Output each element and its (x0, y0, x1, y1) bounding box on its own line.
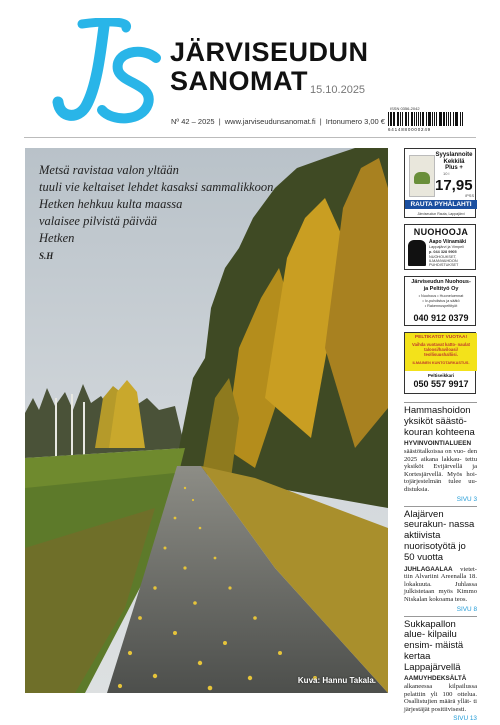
issue-price: Irtonumero 3,00 € (325, 117, 385, 126)
paper-name-line1: JÄRVISEUDUN (170, 37, 369, 67)
ad-phone: 040 912 0379 (413, 313, 469, 323)
separator: | (319, 117, 322, 126)
barcode-bars (388, 112, 464, 126)
news-page-ref[interactable]: SIVU 3 (456, 495, 477, 503)
barcode-bar (411, 112, 413, 126)
ad-line: • Iv-puhdistus ja säätö (422, 299, 460, 303)
news-page-ref[interactable]: SIVU 8 (456, 605, 477, 613)
ad-line: • Rakennuspeltityöt (424, 304, 458, 308)
ad-title: NUOHOOJA (413, 227, 469, 237)
barcode-bar (460, 112, 461, 126)
ad-headline: PELTIKATOT VUOTAA! (414, 335, 468, 340)
ad-column (404, 148, 476, 400)
cover-photo (25, 148, 388, 693)
paper-name-line2: SANOMAT (170, 66, 308, 96)
ad-chimney-sweep[interactable] (404, 224, 476, 270)
barcode-bar (428, 112, 429, 126)
news-item[interactable] (404, 616, 477, 723)
ad-name: Aapo Viinamäki (429, 239, 467, 245)
barcode-bar (446, 112, 447, 126)
chimney-sweep-icon (408, 240, 426, 266)
barcode-bar (416, 112, 417, 126)
news-summary: JUHLAGAALAA vietet- tiin Alvariini Areenalla 18. lokakuuta. Juhlassa julkistetaan myös Kimmo Niskalan kokoama teos. (404, 565, 477, 603)
ad-brand: RAUTA PYHÄLAHTI (405, 200, 477, 209)
poem-line: Hetken (39, 231, 75, 245)
barcode-bar (456, 112, 458, 126)
news-headline[interactable]: Alajärven seurakun- nassa aktiivista nuorisotyötä jo 50 vuotta (404, 508, 475, 563)
barcode-bar (439, 112, 440, 126)
issue-date: 15.10.2025 (310, 84, 366, 96)
barcode-bar (414, 112, 415, 126)
separator: | (218, 117, 221, 126)
barcode-bar (436, 112, 437, 126)
ad-product: Syyslannoite Kekkilä Plus + (435, 152, 473, 171)
ad-unit: /PSS (465, 193, 475, 198)
barcode-bar (443, 112, 444, 126)
news-headline[interactable]: Sukkapallon alue- kilpailu ensim- mäistä kertaa Lappajärvellä (404, 618, 464, 673)
barcode-bar (400, 112, 401, 126)
ad-address: Järviseudun Rauta, Lappajärvi (417, 212, 465, 216)
poem-line: tuuli vie keltaiset lehdet kasaksi sammalikkoon (39, 180, 274, 194)
js-logo-icon (52, 18, 162, 126)
barcode-bar (390, 112, 391, 126)
barcode-bar (420, 112, 421, 126)
poem-line: Metsä ravistaa valon yltään (39, 163, 179, 177)
news-summary: AAMUYHDEKSÄLTÄ alkaneessa kilpailussa pelattiin yli 100 ottelua. Osallistujien määrä yllät- ti järjestäjät positiivisesti. (404, 675, 477, 713)
news-item[interactable] (404, 506, 477, 613)
news-lead: HYVINVOINTIALUEEN (404, 440, 472, 448)
news-item[interactable] (404, 402, 477, 503)
barcode-bar (453, 112, 454, 126)
barcode-bar (429, 112, 430, 126)
barcode-bar (418, 112, 419, 126)
barcode-bar (408, 112, 409, 126)
ad-body: Vaihda vuotavat katto- naulat taloosi/haviloasi/ teollisuushalliisi. (412, 342, 470, 357)
masthead-divider (24, 137, 476, 138)
ad-line: NUOHOUKSET, (429, 255, 457, 259)
ad-fertilizer[interactable] (404, 148, 476, 218)
barcode-number: 6414880000249 (388, 127, 431, 132)
ad-size: 10 l (443, 171, 450, 176)
cover-poem (39, 162, 369, 247)
barcode-bar (388, 112, 389, 126)
news-page-ref[interactable]: SIVU 13 (453, 715, 477, 723)
barcode-bar (422, 112, 424, 126)
barcode (388, 106, 464, 132)
masthead (0, 0, 500, 140)
barcode-bar (434, 112, 435, 126)
photo-credit: Kuva: Hannu Takala. (297, 676, 376, 685)
ad-line: Lappajärvi ja Vimpeli (429, 245, 464, 249)
barcode-bar (455, 112, 456, 126)
barcode-bar (406, 112, 407, 126)
ad-line: • Nuohous • Huoneluennat (418, 294, 464, 298)
barcode-issn: ISSN 0356-2042 (390, 106, 420, 111)
barcode-bar (426, 112, 427, 126)
issue-line (170, 117, 386, 126)
website-link[interactable]: www.jarviseudunsanomat.fi (224, 117, 316, 126)
ad-phone: 050 557 9917 (413, 379, 469, 389)
barcode-bar (394, 112, 395, 126)
ad-note: ILMAINEN KUNTOTARKASTUS. (412, 361, 470, 365)
news-lead: AAMUYHDEKSÄLTÄ (404, 675, 467, 683)
news-column (404, 402, 477, 725)
news-headline[interactable]: Hammashoidon yksiköt säästö- kouran kohteena (404, 405, 475, 438)
news-summary: HYVINVOINTIALUEEN säästötalkoissa on vuo- den 2025 aikana lakkau- tettu yksiköt Evijärvellä ja Kortesjärvellä. Myös hoi- tojärjestelmän tulee uu- distuksia. (404, 440, 477, 493)
poem-signature: S.H (39, 251, 54, 261)
barcode-bar (397, 112, 399, 126)
ad-roofing[interactable] (404, 332, 476, 394)
issue-number: Nº 42 – 2025 (171, 117, 215, 126)
poem-line: valaisee pilvistä päivää (39, 214, 158, 228)
barcode-bar (405, 112, 406, 126)
ad-contact: Peltiseikkari (427, 373, 455, 378)
barcode-bar (402, 112, 403, 126)
ad-phone: p. 044 328 9905 (429, 250, 457, 254)
news-lead: JUHLAGAALAA (404, 565, 453, 573)
ad-line: ILMANVAIHDON (429, 259, 458, 263)
barcode-bar (393, 112, 394, 126)
barcode-bar (450, 112, 451, 126)
barcode-bar (432, 112, 433, 126)
ad-price: 17,95 (435, 177, 473, 194)
ad-line: PUHDISTUKSET (429, 263, 459, 267)
poem-line: Hetken hehkuu kulta maassa (39, 197, 183, 211)
ad-title: Järviseudun Nuohous- ja Peltityö Oy (411, 279, 471, 292)
barcode-bar (462, 112, 463, 126)
barcode-bar (440, 112, 442, 126)
fertilizer-sack-icon (409, 155, 435, 197)
ad-sweep-company[interactable] (404, 276, 476, 326)
barcode-bar (448, 112, 449, 126)
